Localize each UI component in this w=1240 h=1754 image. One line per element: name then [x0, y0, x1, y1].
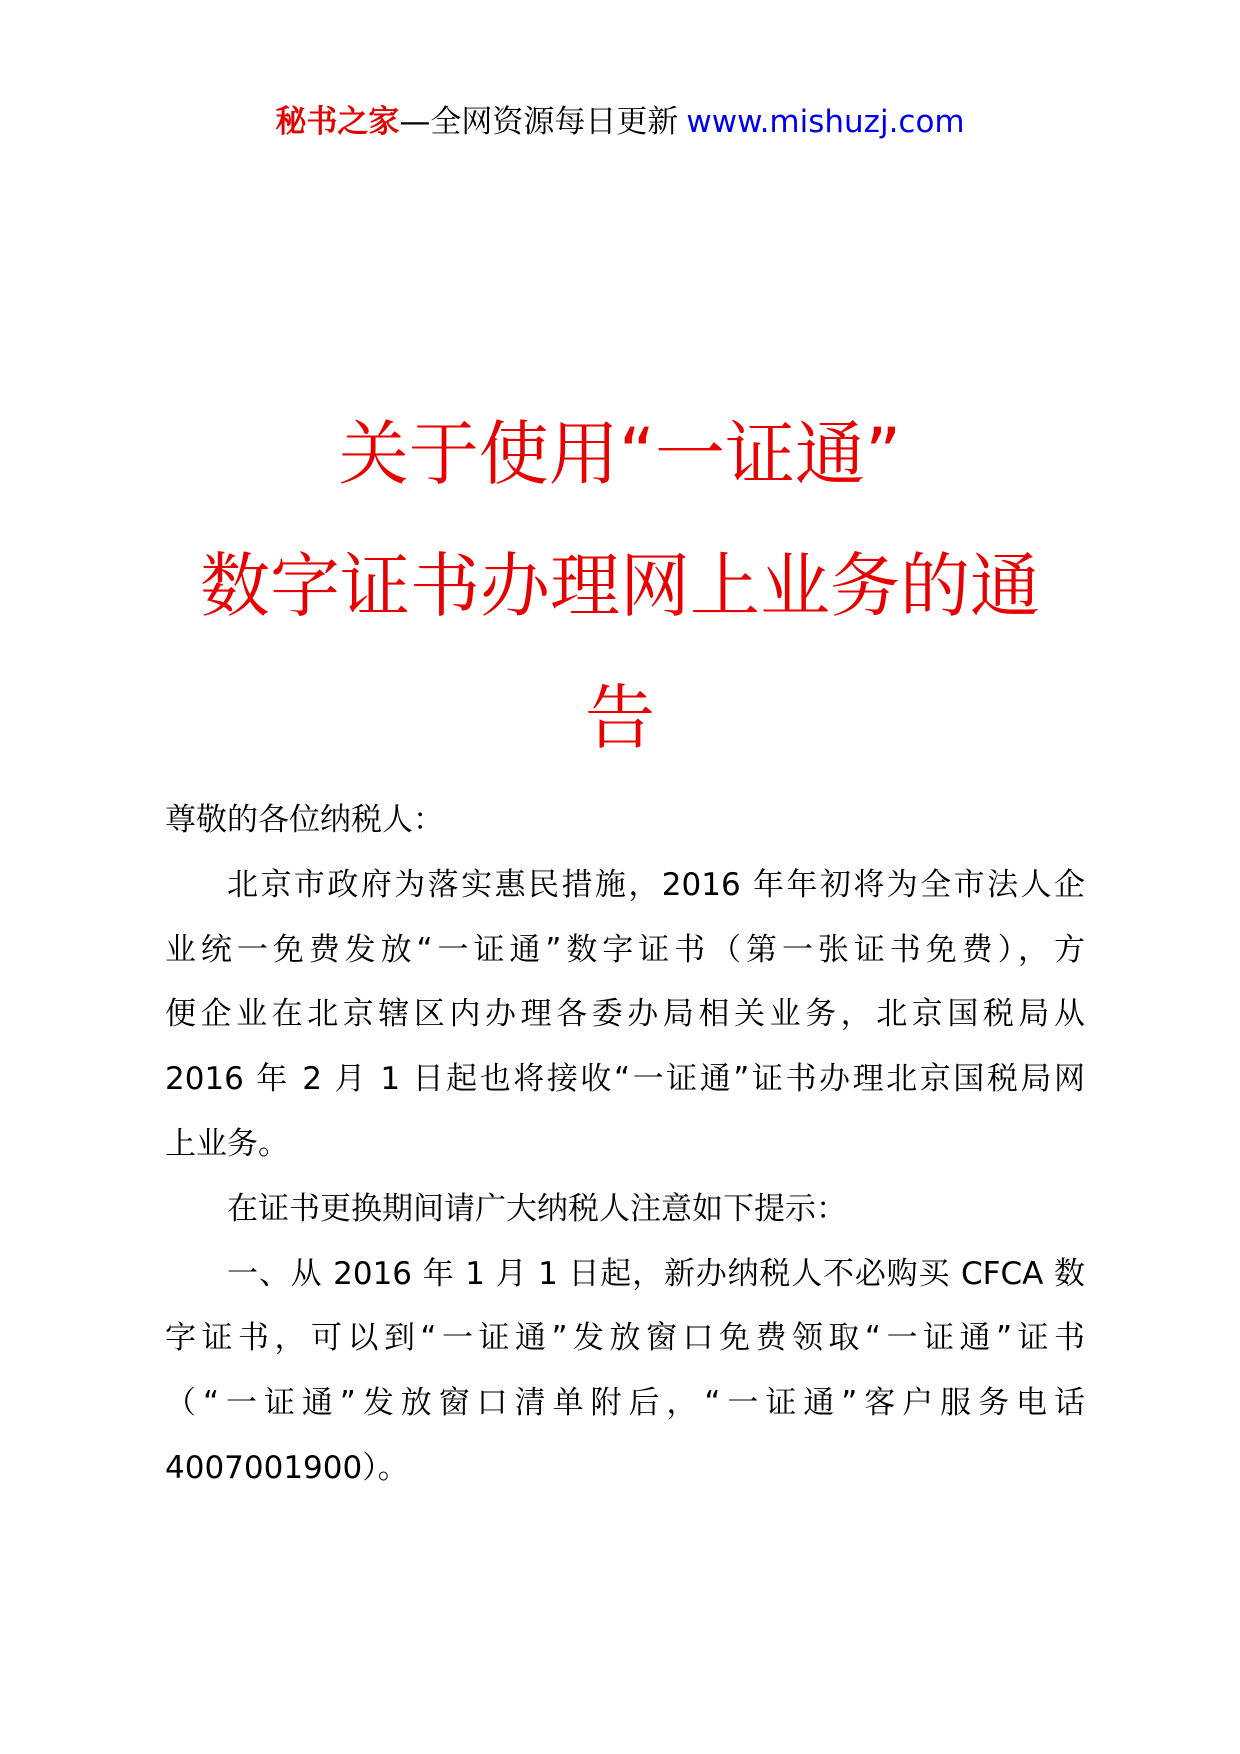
- paragraph-1-line-3: 便企业在北京辖区内办理各委办局相关业务，北京国税局从: [165, 996, 1085, 1033]
- paragraph-3-line-3: （“一证通”发放窗口清单附后，“一证通”客户服务电话: [165, 1385, 1085, 1422]
- paragraph-2: 在证书更换期间请广大纳税人注意如下提示：: [227, 1190, 847, 1227]
- paragraph-1-line-2: 业统一免费发放“一证通”数字证书（第一张证书免费），方: [165, 931, 1085, 968]
- document-title: [0, 388, 1240, 784]
- header-tagline: —全网资源每日更新: [399, 104, 679, 140]
- site-header: [0, 100, 1240, 144]
- document-body: [165, 788, 1085, 1501]
- paragraph-1-line-4: 2016 年 2 月 1 日起也将接收“一证通”证书办理北京国税局网: [165, 1061, 1085, 1098]
- title-line-3: 告: [585, 677, 655, 759]
- salutation: 尊敬的各位纳税人：: [165, 802, 444, 838]
- brand-name: 秘书之家: [275, 104, 400, 140]
- paragraph-3-line-4: 4007001900）。: [165, 1449, 409, 1486]
- paragraph-1: [165, 853, 1085, 1177]
- paragraph-1-line-5: 上业务。: [165, 1125, 289, 1162]
- title-line-2: 数字证书办理网上业务的通: [200, 545, 1040, 627]
- paragraph-3-line-2: 字证书，可以到“一证通”发放窗口免费领取“一证通”证书: [165, 1320, 1085, 1357]
- paragraph-3-line-1: 一、从 2016 年 1 月 1 日起，新办纳税人不必购买 CFCA 数: [227, 1255, 1085, 1292]
- site-url-link[interactable]: www.mishuzj.com: [686, 104, 965, 140]
- title-line-1: 关于使用“一证通”: [338, 413, 902, 495]
- paragraph-3: [165, 1242, 1085, 1501]
- paragraph-1-line-1: 北京市政府为落实惠民措施，2016 年年初将为全市法人企: [227, 866, 1085, 903]
